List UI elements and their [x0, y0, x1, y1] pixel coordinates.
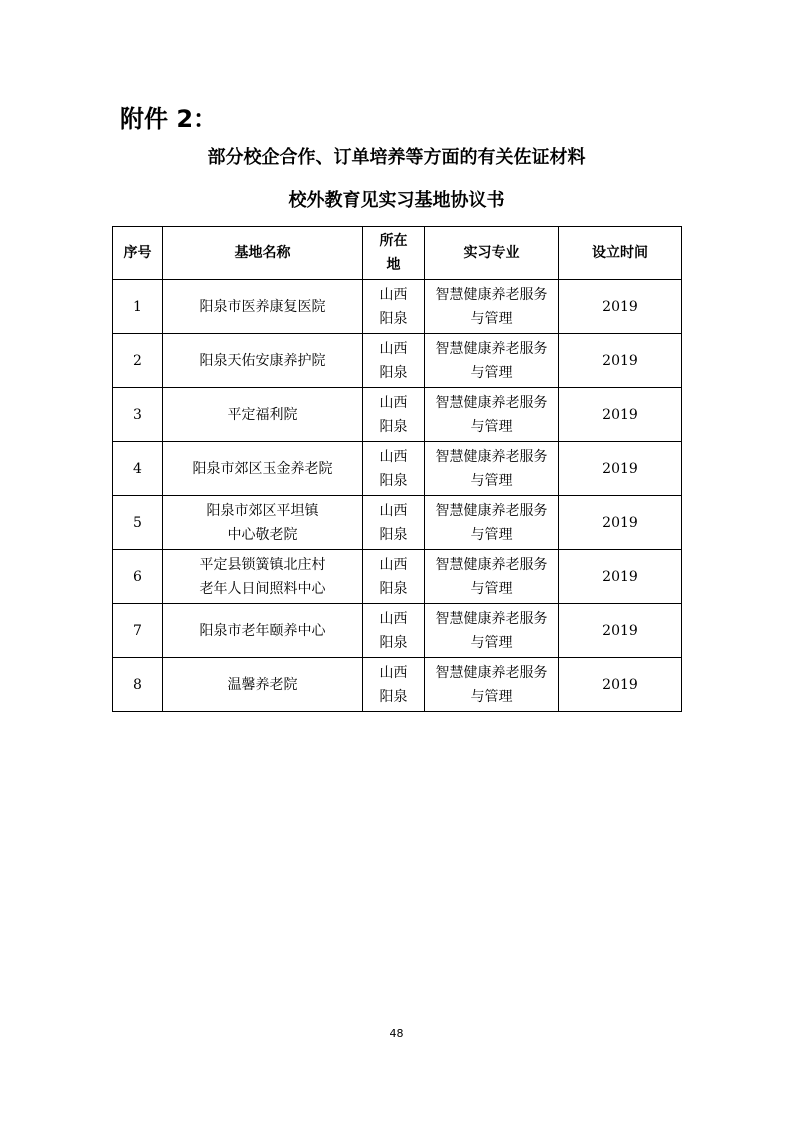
location-text: 山西阳泉 — [379, 286, 408, 327]
header-location — [363, 227, 425, 280]
base-name-line: 平定县锁簧镇北庄村 — [199, 556, 326, 573]
location-text: 山西阳泉 — [379, 340, 408, 381]
header-index — [113, 227, 163, 280]
row-index: 7 — [113, 604, 163, 658]
table-header-row — [113, 227, 682, 280]
table-row — [113, 388, 682, 442]
header-established: 设立时间 — [559, 227, 682, 280]
base-name-line: 老年人日间照料中心 — [199, 580, 326, 597]
row-established: 2019 — [559, 604, 682, 658]
location-text: 山西阳泉 — [379, 394, 408, 435]
page-number: 48 — [389, 1027, 404, 1040]
table-body — [113, 280, 682, 712]
row-location — [363, 550, 425, 604]
table-row — [113, 658, 682, 712]
row-location — [363, 496, 425, 550]
base-name-line: 中心敬老院 — [227, 526, 298, 543]
base-name-line: 阳泉天佑安康养护院 — [199, 352, 326, 369]
location-text: 山西阳泉 — [379, 664, 408, 705]
practice-bases-table — [112, 226, 682, 712]
major-text: 智慧健康养老服务与管理 — [435, 502, 548, 543]
row-base-name — [163, 496, 363, 550]
base-name-line: 温馨养老院 — [227, 676, 298, 693]
row-base-name — [163, 388, 363, 442]
major-text: 智慧健康养老服务与管理 — [435, 556, 548, 597]
row-established: 2019 — [559, 334, 682, 388]
row-major — [425, 496, 559, 550]
header-name: 基地名称 — [163, 227, 363, 280]
row-established: 2019 — [559, 496, 682, 550]
row-index: 2 — [113, 334, 163, 388]
table-row — [113, 550, 682, 604]
major-text: 智慧健康养老服务与管理 — [435, 340, 548, 381]
header-index-label: 序号 — [123, 245, 152, 261]
location-text: 山西阳泉 — [379, 448, 408, 489]
row-index: 1 — [113, 280, 163, 334]
table-row — [113, 604, 682, 658]
row-established: 2019 — [559, 280, 682, 334]
row-major — [425, 334, 559, 388]
major-text: 智慧健康养老服务与管理 — [435, 664, 548, 705]
row-major — [425, 280, 559, 334]
row-base-name — [163, 334, 363, 388]
row-index: 4 — [113, 442, 163, 496]
attachment-label: 附件 2： — [120, 105, 218, 133]
row-location — [363, 658, 425, 712]
row-established: 2019 — [559, 442, 682, 496]
row-location — [363, 334, 425, 388]
table-row — [113, 280, 682, 334]
row-major — [425, 550, 559, 604]
base-name-line: 阳泉市老年颐养中心 — [199, 622, 326, 639]
row-base-name — [163, 280, 363, 334]
row-established: 2019 — [559, 388, 682, 442]
row-index: 3 — [113, 388, 163, 442]
location-text: 山西阳泉 — [379, 556, 408, 597]
location-text: 山西阳泉 — [379, 610, 408, 651]
row-established: 2019 — [559, 658, 682, 712]
row-location — [363, 280, 425, 334]
table-row — [113, 334, 682, 388]
row-established: 2019 — [559, 550, 682, 604]
row-index: 8 — [113, 658, 163, 712]
base-name-line: 平定福利院 — [227, 406, 298, 423]
major-text: 智慧健康养老服务与管理 — [435, 286, 548, 327]
row-index: 5 — [113, 496, 163, 550]
row-major — [425, 658, 559, 712]
row-location — [363, 604, 425, 658]
row-major — [425, 604, 559, 658]
document-title: 部分校企合作、订单培养等方面的有关佐证材料 — [207, 147, 586, 168]
row-base-name — [163, 550, 363, 604]
row-major — [425, 388, 559, 442]
header-major: 实习专业 — [425, 227, 559, 280]
row-base-name — [163, 658, 363, 712]
header-location-label: 所在地 — [379, 233, 408, 273]
location-text: 山西阳泉 — [379, 502, 408, 543]
row-location — [363, 442, 425, 496]
base-name-line: 阳泉市医养康复医院 — [199, 298, 326, 315]
base-name-line: 阳泉市郊区平坦镇 — [206, 502, 319, 519]
row-location — [363, 388, 425, 442]
row-major — [425, 442, 559, 496]
document-subtitle: 校外教育见实习基地协议书 — [288, 190, 505, 211]
major-text: 智慧健康养老服务与管理 — [435, 448, 548, 489]
row-base-name — [163, 604, 363, 658]
row-base-name — [163, 442, 363, 496]
table-row — [113, 496, 682, 550]
major-text: 智慧健康养老服务与管理 — [435, 610, 548, 651]
row-index: 6 — [113, 550, 163, 604]
table-row — [113, 442, 682, 496]
major-text: 智慧健康养老服务与管理 — [435, 394, 548, 435]
base-name-line: 阳泉市郊区玉金养老院 — [192, 460, 333, 477]
